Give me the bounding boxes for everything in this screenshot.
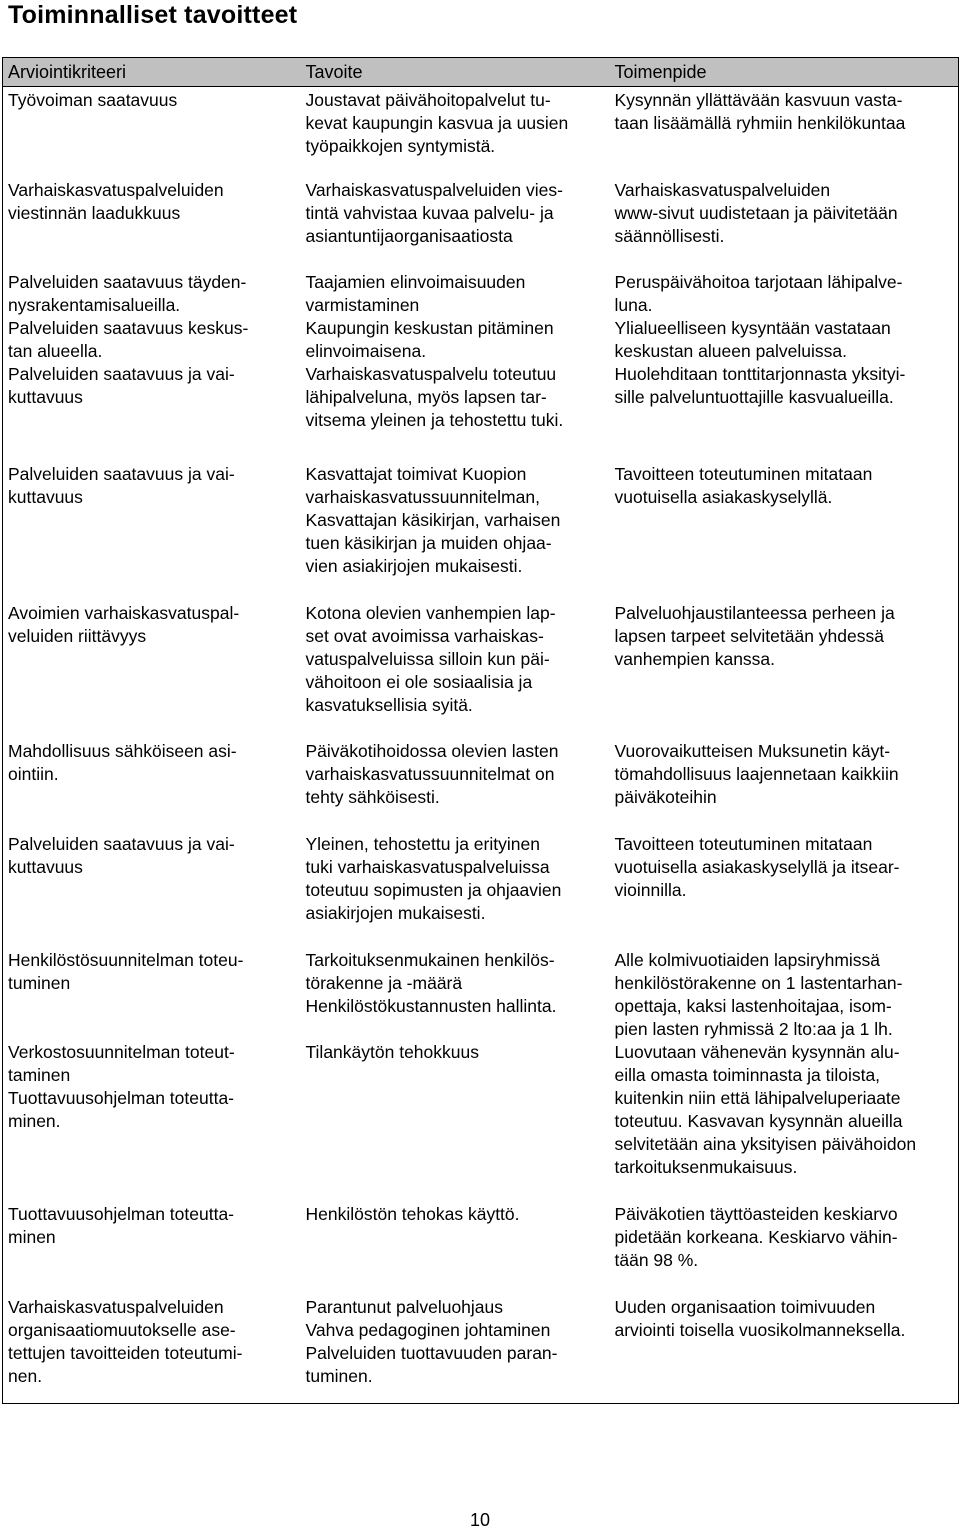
cell-text-line: kuttavuus bbox=[8, 856, 83, 877]
cell-text-line: lähipalveluna, myös lapsen tar- bbox=[305, 386, 547, 407]
cell-text-line: asiantuntijaorganisaatiosta bbox=[305, 225, 513, 246]
criterion-cell bbox=[3, 1203, 301, 1296]
cell-text-line: kuttavuus bbox=[8, 386, 83, 407]
action-cell bbox=[610, 87, 959, 179]
cell-text-line: taan lisäämällä ryhmiin henkilökuntaa bbox=[614, 113, 906, 133]
cell-text-line: Varhaiskasvatuspalveluiden bbox=[614, 179, 831, 200]
goal-cell bbox=[301, 949, 610, 1041]
cell-text-line: vuotuisella asiakaskyselyllä ja itsear- bbox=[614, 856, 900, 877]
cell-text-line: Taajamien elinvoimaisuuden bbox=[305, 271, 526, 292]
goal-cell bbox=[301, 1203, 610, 1296]
action-cell bbox=[610, 949, 959, 1041]
cell-text-line: vuotuisella asiakaskyselyllä. bbox=[614, 486, 833, 507]
cell-text-line: opettaja, kaksi lastenhoitajaa, isom- bbox=[614, 995, 892, 1016]
cell-text-line: Palveluiden saatavuus ja vai- bbox=[8, 363, 235, 384]
cell-text-line: veluiden riittävyys bbox=[8, 625, 147, 646]
criterion-cell bbox=[3, 87, 301, 179]
cell-text-line: Päiväkotien täyttöasteiden keskiarvo bbox=[614, 1203, 898, 1224]
cell-text-line: varmistaminen bbox=[305, 294, 420, 315]
action-cell bbox=[610, 271, 959, 363]
cell-text-line: Palveluiden saatavuus täyden- bbox=[8, 271, 247, 292]
cell-text-line: minen bbox=[8, 1226, 56, 1247]
cell-text-line: tuminen bbox=[8, 972, 71, 993]
criterion-cell bbox=[3, 271, 301, 363]
cell-text-line: Tuottavuusohjelman toteutta- bbox=[8, 1087, 235, 1108]
cell-text-line: Varhaiskasvatuspalveluiden vies- bbox=[305, 179, 563, 200]
cell-text-line: Varhaiskasvatuspalvelu toteutuu bbox=[305, 363, 557, 384]
criterion-cell bbox=[3, 602, 301, 740]
action-cell bbox=[610, 179, 959, 271]
table-row bbox=[3, 463, 959, 602]
cell-text-line: tään 98 %. bbox=[614, 1249, 699, 1270]
action-cell bbox=[610, 833, 959, 949]
cell-text-line: Peruspäivähoitoa tarjotaan lähipalve- bbox=[614, 271, 903, 292]
cell-text-line: Tarkoituksenmukainen henkilös- bbox=[305, 949, 555, 970]
cell-text-line: varhaiskasvatussuunnitelmat on bbox=[305, 763, 555, 784]
column-header-action: Toimenpide bbox=[610, 58, 959, 87]
criterion-cell bbox=[3, 1041, 301, 1203]
cell-text-line: keskustan alueen palveluissa. bbox=[614, 340, 848, 361]
cell-text-line: Huolehditaan tonttitarjonnasta yksityi- bbox=[614, 363, 906, 384]
cell-text-line: tömahdollisuus laajennetaan kaikkiin bbox=[614, 763, 899, 784]
cell-text-line: Luovutaan vähenevän kysynnän alu- bbox=[614, 1041, 900, 1062]
objectives-table bbox=[2, 57, 959, 1404]
cell-text-line: tan alueella. bbox=[8, 340, 103, 361]
cell-text-line: Kasvattajan käsikirjan, varhaisen bbox=[305, 509, 561, 530]
goal-cell bbox=[301, 1296, 610, 1404]
cell-text-line: kuitenkin niin että lähipalveluperiaate bbox=[614, 1087, 901, 1108]
cell-text-line: selvitetään aina yksityisen päivähoidon bbox=[614, 1133, 917, 1154]
cell-text-line: Yleinen, tehostettu ja erityinen bbox=[305, 833, 540, 854]
action-cell bbox=[610, 1203, 959, 1296]
cell-text-line: säännöllisesti. bbox=[614, 225, 725, 246]
action-cell bbox=[610, 740, 959, 833]
cell-text-line: kasvatuksellisia syitä. bbox=[305, 694, 473, 715]
cell-text-line: lapsen tarpeet selvitetään yhdessä bbox=[614, 625, 884, 646]
cell-text-line: Ylialueelliseen kysyntään vastataan bbox=[614, 317, 891, 338]
cell-text-line: tintä vahvistaa kuvaa palvelu- ja bbox=[305, 202, 554, 223]
cell-text-line: Kasvattajat toimivat Kuopion bbox=[305, 463, 527, 484]
cell-text-line: Mahdollisuus sähköiseen asi- bbox=[8, 740, 237, 761]
cell-text-line: Alle kolmivuotiaiden lapsiryhmissä bbox=[614, 949, 881, 970]
criterion-cell bbox=[3, 1296, 301, 1404]
table-row bbox=[3, 179, 959, 271]
cell-text-line: henkilöstörakenne on 1 lastentarhan- bbox=[614, 972, 903, 993]
cell-text-line: nysrakentamisalueilla. bbox=[8, 294, 181, 315]
cell-text-line: luna. bbox=[614, 294, 653, 315]
cell-text-line: vien asiakirjojen mukaisesti. bbox=[305, 555, 523, 576]
cell-text-line: kevat kaupungin kasvua ja uusien bbox=[305, 113, 569, 133]
table-header-row bbox=[3, 58, 959, 87]
page-number: 10 bbox=[469, 1510, 491, 1530]
criterion-cell bbox=[3, 363, 301, 463]
goal-cell bbox=[301, 179, 610, 271]
cell-text-line: Palveluiden saatavuus keskus- bbox=[8, 317, 249, 338]
cell-text-line: kuttavuus bbox=[8, 486, 83, 507]
cell-text-line: minen. bbox=[8, 1110, 61, 1131]
criterion-cell bbox=[3, 949, 301, 1041]
goal-cell bbox=[301, 740, 610, 833]
table-row bbox=[3, 1203, 959, 1296]
goal-cell bbox=[301, 833, 610, 949]
action-cell bbox=[610, 363, 959, 463]
table-row bbox=[3, 1041, 959, 1203]
cell-text-line: arviointi toisella vuosikolmanneksella. bbox=[614, 1319, 906, 1340]
page-title: Toiminnalliset tavoitteet bbox=[8, 1, 298, 29]
cell-text-line: Henkilöstön tehokas käyttö. bbox=[305, 1203, 520, 1224]
cell-text-line: Kotona olevien vanhempien lap- bbox=[305, 602, 556, 623]
cell-text-line: Tavoitteen toteutuminen mitataan bbox=[614, 833, 873, 854]
cell-text-line: organisaatiomuutokselle ase- bbox=[8, 1319, 236, 1340]
cell-text-line: Henkilöstösuunnitelman toteu- bbox=[8, 949, 244, 970]
cell-text-line: Tuottavuusohjelman toteutta- bbox=[8, 1203, 235, 1224]
table-row bbox=[3, 949, 959, 1041]
cell-text-line: vitsema yleinen ja tehostettu tuki. bbox=[305, 409, 564, 430]
cell-text-line: tettujen tavoitteiden toteutumi- bbox=[8, 1342, 243, 1363]
cell-text-line: vioinnilla. bbox=[614, 879, 687, 900]
cell-text-line: elinvoimaisena. bbox=[305, 340, 427, 361]
criterion-cell bbox=[3, 740, 301, 833]
goal-cell bbox=[301, 363, 610, 463]
cell-text-line: Palveluiden tuottavuuden paran- bbox=[305, 1342, 558, 1363]
cell-text-line: pien lasten ryhmissä 2 lto:aa ja 1 lh. bbox=[614, 1018, 893, 1039]
cell-text-line: tuen käsikirjan ja muiden ohjaa- bbox=[305, 532, 552, 553]
cell-text-line: Joustavat päivähoitopalvelut tu- bbox=[305, 90, 551, 110]
cell-text-line: Päiväkotihoidossa olevien lasten bbox=[305, 740, 559, 761]
column-header-goal: Tavoite bbox=[301, 58, 610, 87]
table-row bbox=[3, 1296, 959, 1404]
cell-text-line: ointiin. bbox=[8, 763, 59, 784]
cell-text-line: vatuspalveluissa silloin kun päi- bbox=[305, 648, 550, 669]
cell-text-line: varhaiskasvatussuunnitelman, bbox=[305, 486, 540, 507]
cell-text-line: törakenne ja -määrä bbox=[305, 972, 463, 993]
cell-text-line: pidetään korkeana. Keskiarvo vähin- bbox=[614, 1226, 898, 1247]
cell-text-line: toteutuu sopimusten ja ohjaavien bbox=[305, 879, 562, 900]
cell-text-line: tarkoituksenmukaisuus. bbox=[614, 1156, 798, 1177]
table-row bbox=[3, 363, 959, 463]
cell-text-line: sille palveluntuottajille kasvualueilla. bbox=[614, 386, 894, 407]
cell-text-line: Henkilöstökustannusten hallinta. bbox=[305, 995, 557, 1016]
cell-text-line: Verkostosuunnitelman toteut- bbox=[8, 1041, 235, 1062]
cell-text-line: Tavoitteen toteutuminen mitataan bbox=[614, 463, 873, 484]
cell-text-line: Kysynnän yllättävään kasvuun vasta- bbox=[614, 90, 903, 110]
cell-text-line: Parantunut palveluohjaus bbox=[305, 1296, 504, 1317]
cell-text-line: asiakirjojen mukaisesti. bbox=[305, 902, 486, 923]
cell-text-line: vähoitoon ei ole sosiaalisia ja bbox=[305, 671, 533, 692]
cell-text-line: viestinnän laadukkuus bbox=[8, 202, 181, 223]
criterion-cell bbox=[3, 179, 301, 271]
column-header-criterion: Arviointikriteeri bbox=[3, 58, 301, 87]
cell-text-line: Vahva pedagoginen johtaminen bbox=[305, 1319, 551, 1340]
cell-text-line: Työvoiman saatavuus bbox=[8, 90, 178, 110]
cell-text-line: Palveluiden saatavuus ja vai- bbox=[8, 833, 235, 854]
action-cell bbox=[610, 1296, 959, 1404]
cell-text-line: Avoimien varhaiskasvatuspal- bbox=[8, 602, 240, 623]
cell-text-line: www-sivut uudistetaan ja päivitetään bbox=[614, 202, 898, 223]
cell-text-line: päiväkoteihin bbox=[614, 786, 717, 807]
goal-cell bbox=[301, 602, 610, 740]
cell-text-line: vanhempien kanssa. bbox=[614, 648, 776, 669]
table-row bbox=[3, 271, 959, 363]
cell-text-line: Vuorovaikutteisen Muksunetin käyt- bbox=[614, 740, 891, 761]
table-row bbox=[3, 740, 959, 833]
cell-text-line: taminen bbox=[8, 1064, 71, 1085]
cell-text-line: työpaikkojen syntymistä. bbox=[305, 136, 496, 156]
table-body bbox=[3, 87, 959, 1404]
cell-text-line: Varhaiskasvatuspalveluiden bbox=[8, 1296, 224, 1317]
goal-cell bbox=[301, 463, 610, 602]
goal-cell bbox=[301, 271, 610, 363]
cell-text-line: Varhaiskasvatuspalveluiden bbox=[8, 179, 224, 200]
cell-text-line: Palveluohjaustilanteessa perheen ja bbox=[614, 602, 895, 623]
cell-text-line: tuki varhaiskasvatuspalveluissa bbox=[305, 856, 550, 877]
cell-text-line: eilla omasta toiminnasta ja tiloista, bbox=[614, 1064, 881, 1085]
criterion-cell bbox=[3, 833, 301, 949]
cell-text-line: set ovat avoimissa varhaiskas- bbox=[305, 625, 544, 646]
goal-cell bbox=[301, 1041, 610, 1203]
cell-text-line: tehty sähköisesti. bbox=[305, 786, 440, 807]
action-cell bbox=[610, 463, 959, 602]
table-row bbox=[3, 602, 959, 740]
cell-text-line: nen. bbox=[8, 1365, 43, 1386]
table-row bbox=[3, 87, 959, 179]
cell-text-line: Tilankäytön tehokkuus bbox=[305, 1041, 479, 1062]
action-cell bbox=[610, 602, 959, 740]
cell-text-line: Uuden organisaation toimivuuden bbox=[614, 1296, 876, 1317]
action-cell bbox=[610, 1041, 959, 1203]
criterion-cell bbox=[3, 463, 301, 602]
table-row bbox=[3, 833, 959, 949]
cell-text-line: tuminen. bbox=[305, 1365, 373, 1386]
cell-text-line: Kaupungin keskustan pitäminen bbox=[305, 317, 554, 338]
cell-text-line: Palveluiden saatavuus ja vai- bbox=[8, 463, 235, 484]
goal-cell bbox=[301, 87, 610, 179]
cell-text-line: toteutuu. Kasvavan kysynnän alueilla bbox=[614, 1110, 903, 1131]
